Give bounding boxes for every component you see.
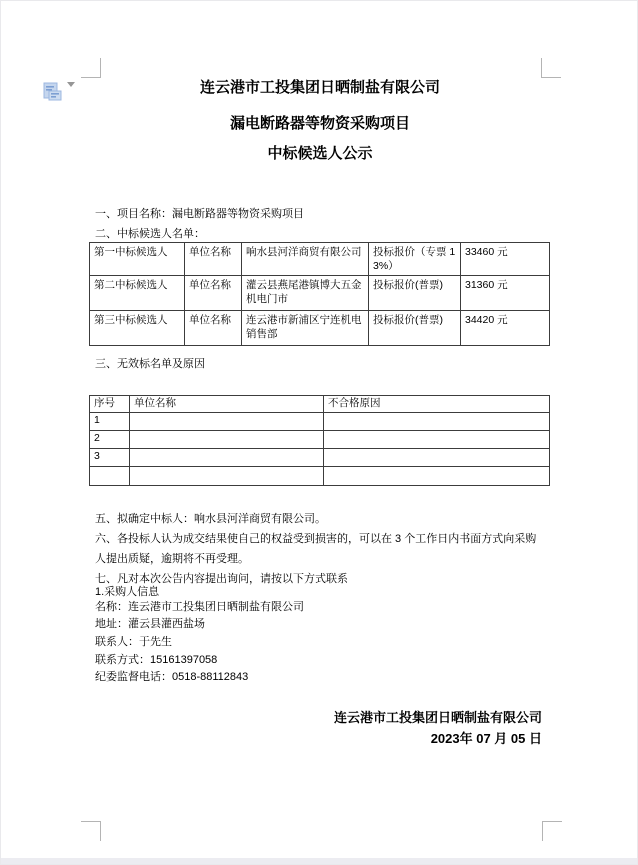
company-name: 响水县河洋商贸有限公司 — [242, 243, 369, 276]
unit-label: 单位名称 — [185, 311, 242, 346]
price-label: 投标报价（专票 13%） — [369, 243, 461, 276]
crop-mark-bottom-right-icon — [542, 821, 562, 841]
serial-cell: 1 — [90, 413, 130, 431]
table-header-row — [90, 396, 550, 413]
table-row — [90, 243, 550, 276]
reason-cell — [324, 467, 550, 486]
col-header-serial: 序号 — [90, 396, 130, 413]
table-row — [90, 413, 550, 431]
contact-phone: 联系方式：15161397058 — [95, 654, 218, 666]
col-header-reason: 不合格原因 — [324, 396, 550, 413]
doc-title-company: 连云港市工投集团日晒制盐有限公司 — [199, 79, 440, 96]
col-header-unit: 单位名称 — [130, 396, 324, 413]
price-value: 31360 元 — [461, 276, 550, 311]
candidate-rank: 第三中标候选人 — [90, 311, 185, 346]
invalid-bids-table — [89, 395, 550, 486]
table-row — [90, 431, 550, 449]
purchaser-name: 名称：连云港市工投集团日晒制盐有限公司 — [95, 601, 304, 613]
para-objection-2: 人提出质疑，逾期将不再受理。 — [95, 553, 249, 565]
signature-date: 2023年 07 月 05 日 — [430, 731, 542, 746]
intro-line-project-name: 一、项目名称：漏电断路器等物资采购项目 — [95, 208, 304, 220]
doc-title-announcement: 中标候选人公示 — [267, 145, 373, 162]
table-row — [90, 276, 550, 311]
candidate-rank: 第一中标候选人 — [90, 243, 185, 276]
purchaser-info-title: 1.采购人信息 — [95, 586, 160, 598]
price-value: 34420 元 — [461, 311, 550, 346]
intro-line-candidate-list: 二、中标候选人名单： — [95, 228, 205, 240]
unit-cell — [130, 467, 324, 486]
unit-label: 单位名称 — [185, 276, 242, 311]
unit-cell — [130, 413, 324, 431]
price-value: 33460 元 — [461, 243, 550, 276]
section3-heading: 三、无效标名单及原因 — [95, 358, 205, 370]
serial-cell: 3 — [90, 449, 130, 467]
unit-label: 单位名称 — [185, 243, 242, 276]
candidates-table — [89, 242, 550, 346]
reason-cell — [324, 413, 550, 431]
serial-cell — [90, 467, 130, 486]
para-winner: 五、拟确定中标人：响水县河洋商贸有限公司。 — [95, 513, 326, 525]
para-objection-1: 六、各投标人认为成交结果使自己的权益受到损害的，可以在 3 个工作日内书面方式向采购 — [95, 533, 537, 545]
price-label: 投标报价(普票) — [369, 276, 461, 311]
reason-cell — [324, 431, 550, 449]
price-label: 投标报价(普票) — [369, 311, 461, 346]
unit-cell — [130, 431, 324, 449]
table-row — [90, 467, 550, 486]
company-name: 灌云县燕尾港镇博大五金机电门市 — [242, 276, 369, 311]
contact-person: 联系人：于先生 — [95, 636, 172, 648]
signature-company: 连云港市工投集团日晒制盐有限公司 — [333, 710, 542, 725]
crop-mark-top-left-icon — [81, 58, 101, 78]
candidate-rank: 第二中标候选人 — [90, 276, 185, 311]
crop-mark-top-right-icon — [541, 58, 561, 78]
reason-cell — [324, 449, 550, 467]
purchaser-address: 地址：灌云县灌西盐场 — [95, 618, 205, 630]
company-name: 连云港市新浦区宁连机电销售部 — [242, 311, 369, 346]
table-row — [90, 311, 550, 346]
page-bottom-edge — [1, 858, 638, 865]
unit-cell — [130, 449, 324, 467]
para-inquiry: 七、凡对本次公告内容提出询问，请按以下方式联系 — [95, 573, 348, 585]
doc-title-project: 漏电断路器等物资采购项目 — [229, 115, 410, 132]
table-row — [90, 449, 550, 467]
crop-mark-bottom-left-icon — [81, 821, 101, 841]
supervision-phone: 纪委监督电话：0518-88112843 — [95, 671, 249, 683]
serial-cell: 2 — [90, 431, 130, 449]
